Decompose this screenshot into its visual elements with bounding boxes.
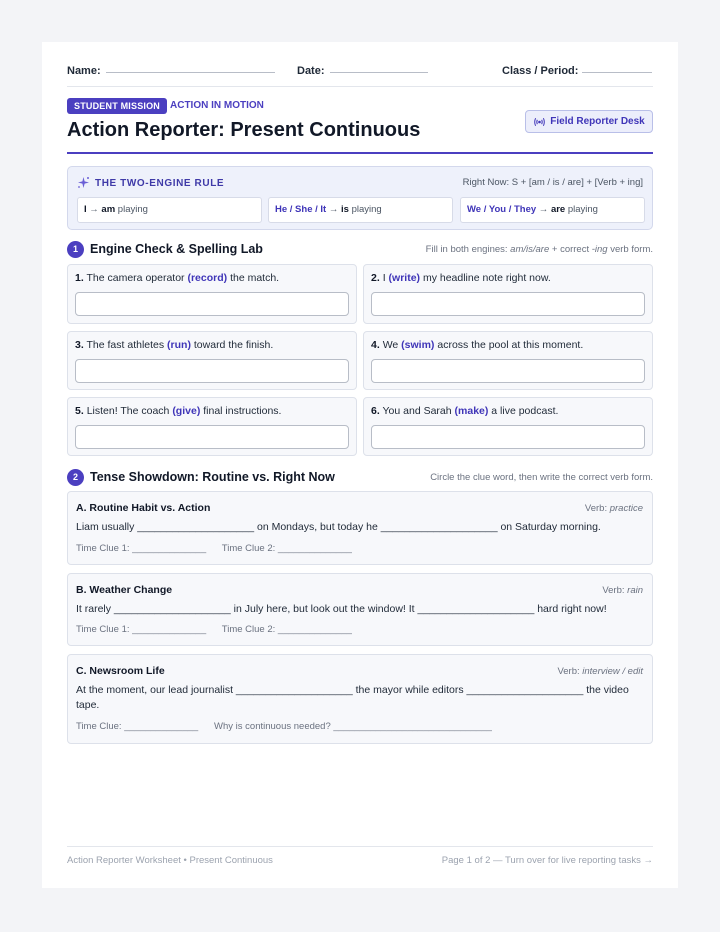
student-mission-badge: STUDENT MISSION — [67, 98, 167, 114]
exercise-card-2 — [363, 264, 653, 324]
showdown-c-heading: C. Newsroom Life — [76, 665, 165, 677]
showdown-b-heading: B. Weather Change — [76, 584, 173, 596]
exercise-2-prompt: 2. I (write) my headline note right now. — [371, 272, 551, 284]
showdown-card-a — [67, 491, 653, 565]
answer-field-2[interactable] — [371, 292, 645, 316]
section-1-number: 1 — [67, 241, 84, 258]
exercise-card-6 — [363, 397, 653, 456]
rule-subject: He / She / It — [275, 204, 327, 215]
rule-aux: am — [101, 204, 116, 215]
showdown-a-verb: Verb: practice — [584, 503, 643, 514]
rule-subject: We / You / They — [467, 204, 537, 215]
date-line[interactable] — [330, 72, 428, 73]
showdown-b-sentence[interactable]: It rarely ____________________ in July here, but look out the window! It ____________________ hard right now! — [76, 603, 607, 615]
header-divider — [67, 86, 653, 87]
answer-field-3[interactable] — [75, 359, 349, 383]
showdown-c-clues[interactable]: Time Clue: ______________ Why is continuous needed? ______________________________ — [76, 721, 492, 732]
rule-arrow: → — [89, 204, 99, 215]
answer-field-6[interactable] — [371, 425, 645, 449]
answer-field-1[interactable] — [75, 292, 349, 316]
rule-formula: Right Now: S + [am / is / are] + [Verb + ing] — [462, 177, 643, 188]
answer-field-4[interactable] — [371, 359, 645, 383]
rule-aux: are — [550, 204, 566, 215]
rule-verb: playing — [117, 204, 148, 215]
rule-subject: I — [84, 204, 87, 215]
rule-aux: is — [341, 204, 349, 215]
rule-cell-i — [77, 197, 262, 223]
rule-arrow: → — [328, 204, 339, 215]
exercise-card-3 — [67, 331, 357, 390]
section-2-title: Tense Showdown: Routine vs. Right Now — [90, 470, 335, 484]
section-1-title: Engine Check & Spelling Lab — [90, 242, 263, 256]
exercise-1-prompt: 1. The camera operator (record) the match. — [75, 272, 280, 284]
exercise-card-5 — [67, 397, 357, 456]
exercise-3-prompt: 3. The fast athletes (run) toward the finish. — [75, 339, 274, 351]
sparkle-icon — [77, 176, 90, 194]
name-line[interactable] — [106, 72, 275, 73]
exercise-6-prompt: 6. You and Sarah (make) a live podcast. — [371, 405, 559, 417]
section-2-instructions: Circle the clue word, then write the correct verb form. — [430, 472, 653, 483]
section-1-instructions: Fill in both engines: am/is/are + correct -ing verb form. — [425, 244, 653, 255]
exercise-card-1 — [67, 264, 357, 324]
showdown-a-sentence[interactable]: Liam usually ____________________ on Mondays, but today he ____________________ on Saturday morning. — [76, 521, 601, 533]
showdown-a-heading: A. Routine Habit vs. Action — [76, 502, 211, 514]
footer-divider — [67, 846, 653, 847]
rule-cell-we-you-they — [460, 197, 645, 223]
answer-field-5[interactable] — [75, 425, 349, 449]
two-engine-rule-box — [67, 166, 653, 230]
section-2-number: 2 — [67, 469, 84, 486]
date-label: Date: — [297, 65, 325, 77]
page-title: Action Reporter: Present Continuous — [67, 119, 421, 141]
rule-title: THE TWO-ENGINE RULE — [95, 178, 225, 189]
showdown-b-clues[interactable]: Time Clue 1: ______________ Time Clue 2: ______________ — [76, 624, 352, 635]
showdown-card-c — [67, 654, 653, 744]
showdown-a-clues[interactable]: Time Clue 1: ______________ Time Clue 2: ______________ — [76, 543, 352, 554]
footer-page-info: Page 1 of 2 — Turn over for live reporting tasks → — [441, 855, 653, 866]
field-reporter-desk-button[interactable] — [525, 110, 653, 133]
footer-left: Action Reporter Worksheet • Present Continuous — [67, 855, 273, 866]
kicker-label: ACTION IN MOTION — [170, 100, 264, 111]
exercise-4-prompt: 4. We (swim) across the pool at this moment. — [371, 339, 584, 351]
exercise-card-4 — [363, 331, 653, 390]
showdown-card-b — [67, 573, 653, 646]
name-label: Name: — [67, 65, 101, 77]
rule-arrow: → — [538, 204, 549, 215]
worksheet-page — [42, 42, 678, 888]
broadcast-icon — [533, 117, 546, 127]
rule-cell-he-she-it — [268, 197, 453, 223]
showdown-c-verb: Verb: interview / edit — [557, 666, 643, 677]
class-period-label: Class / Period: — [502, 65, 579, 77]
field-reporter-desk-label: Field Reporter Desk — [550, 116, 645, 127]
rule-verb: playing — [351, 204, 382, 215]
title-accent-bar — [67, 152, 653, 154]
exercise-5-prompt: 5. Listen! The coach (give) final instructions. — [75, 405, 282, 417]
showdown-c-sentence[interactable]: At the moment, our lead journalist ____________________ the mayor while editors ____________________ the video tape. — [76, 684, 629, 711]
rule-verb: playing — [567, 204, 598, 215]
showdown-b-verb: Verb: rain — [602, 585, 643, 596]
class-period-line[interactable] — [582, 72, 652, 73]
